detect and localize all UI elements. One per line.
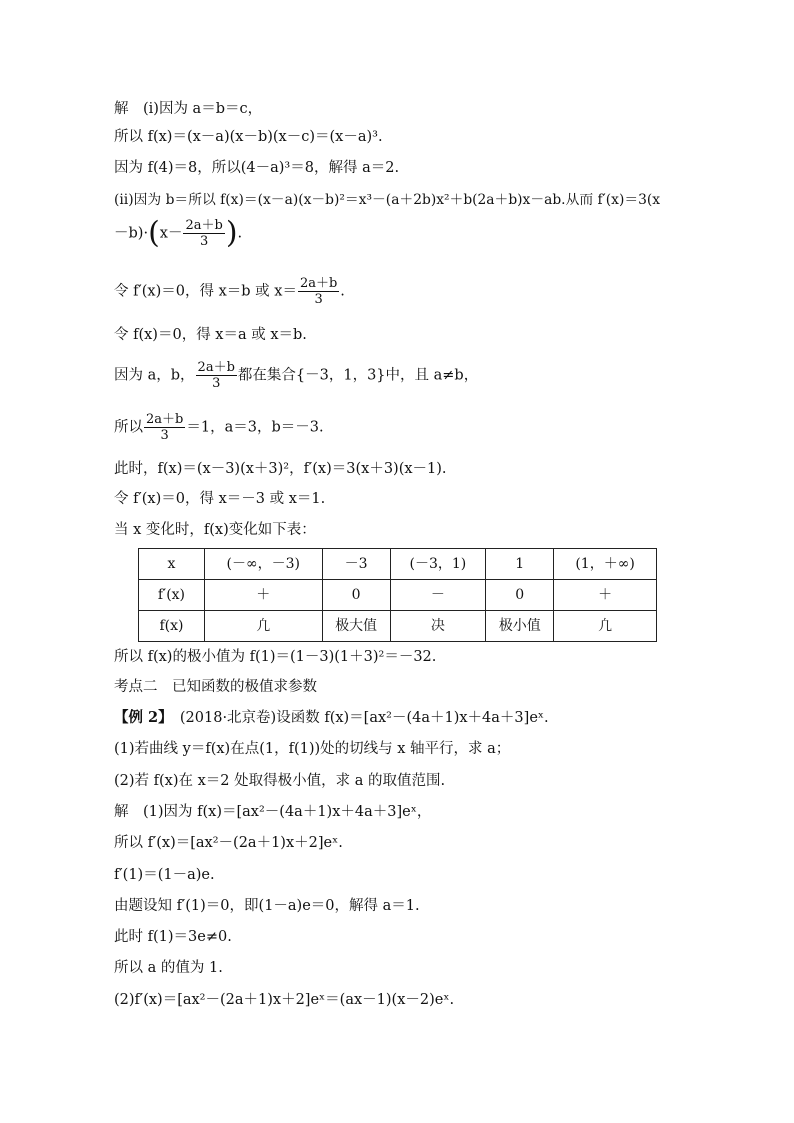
table-cell: 决 xyxy=(390,611,486,642)
fraction-denominator: 3 xyxy=(314,292,323,307)
table-cell: (－3，1) xyxy=(390,549,486,580)
solution-line-7 xyxy=(114,326,307,344)
period: . xyxy=(340,283,345,300)
text: －b)· xyxy=(114,225,149,242)
answer-line-7 xyxy=(114,991,454,1009)
fraction-numerator: 2a＋b xyxy=(197,360,235,375)
text: f′(1)＝(1－a)e. xyxy=(114,867,215,883)
solution-line-9 xyxy=(114,412,324,443)
solution-line-6 xyxy=(114,276,345,307)
fraction-numerator: 2a＋b xyxy=(185,218,223,233)
answer-line-3 xyxy=(114,866,215,884)
fraction xyxy=(183,218,224,249)
solution-line-4 xyxy=(114,191,660,209)
answer-line-4 xyxy=(114,897,420,915)
text: 所以 f′(x)＝[ax²－(2a＋1)x＋2]eˣ. xyxy=(114,835,343,851)
text: 令 f′(x)＝0，得 x＝b 或 x＝ xyxy=(114,283,297,300)
table-cell: (1，＋∞) xyxy=(554,549,657,580)
answer-line-6 xyxy=(114,959,223,977)
example-heading xyxy=(114,709,549,727)
table-cell: － xyxy=(390,580,486,611)
answer-line-1 xyxy=(114,803,431,821)
text: 由题设知 f′(1)＝0，即(1－a)e＝0，解得 a＝1. xyxy=(114,898,420,914)
text: 所以 a 的值为 1. xyxy=(114,960,223,976)
text: 因为 f(4)＝8，所以(4－a)³＝8，解得 a＝2. xyxy=(114,160,400,176)
text: 此时，f(x)＝(x－3)(x＋3)²，f′(x)＝3(x＋3)(x－1). xyxy=(114,461,447,477)
fraction-numerator: 2a＋b xyxy=(299,276,338,291)
sign-table xyxy=(138,548,657,642)
table-row xyxy=(139,549,657,580)
period: . xyxy=(237,225,243,242)
left-paren: ( xyxy=(148,215,160,251)
table-row xyxy=(139,611,657,642)
text: ＝1，a＝3，b＝－3. xyxy=(186,419,324,436)
table-cell: ＋ xyxy=(554,580,657,611)
text: (ⅱ)因为 b＝所以 f(x)＝(x－a)(x－b)²＝x³－(a＋2b)x²＋b(2a＋b)x－ab.从而 f′(x)＝3(x xyxy=(114,192,661,208)
fraction xyxy=(144,412,185,443)
solution-line-13 xyxy=(114,648,436,666)
solution-line-3 xyxy=(114,159,399,177)
text: 因为 a，b， xyxy=(114,367,195,384)
fraction-denominator: 3 xyxy=(160,428,169,443)
table-cell: f(x) xyxy=(139,611,205,642)
text: 令 f(x)＝0，得 x＝a 或 x＝b. xyxy=(114,327,307,343)
solution-line-5 xyxy=(114,215,243,251)
table-cell: 凢 xyxy=(554,611,657,642)
fraction-denominator: 3 xyxy=(200,234,209,249)
table-cell: 0 xyxy=(486,580,554,611)
text: (2)若 f(x)在 x＝2 处取得极小值，求 a 的取值范围. xyxy=(114,773,446,789)
solution-line-11 xyxy=(114,490,325,508)
text: 考点二 已知函数的极值求参数 xyxy=(114,679,317,695)
fraction xyxy=(298,276,339,307)
text: 所以 xyxy=(114,419,143,436)
table-cell: －3 xyxy=(322,549,390,580)
solution-line-1 xyxy=(114,100,262,118)
right-paren: ) xyxy=(225,215,238,251)
text: x－ xyxy=(159,225,183,242)
solution-line-12 xyxy=(114,521,316,539)
table-row xyxy=(139,580,657,611)
answer-line-2 xyxy=(114,834,343,852)
text: 解 (1)因为 f(x)＝[ax²－(4a＋1)x＋4a＋3]eˣ， xyxy=(114,804,432,820)
section-heading xyxy=(114,678,317,696)
text: 当 x 变化时，f(x)变化如下表： xyxy=(114,522,316,538)
table-cell: f′(x) xyxy=(139,580,205,611)
example-label: 【例 2】 xyxy=(114,709,166,726)
text: 解 (ⅰ)因为 a＝b＝c， xyxy=(114,101,263,117)
table-cell: 极大值 xyxy=(322,611,390,642)
fraction-denominator: 3 xyxy=(212,376,221,391)
solution-line-8 xyxy=(114,360,478,391)
answer-line-5 xyxy=(114,928,232,946)
question-1 xyxy=(114,740,510,758)
table-cell: x xyxy=(139,549,205,580)
table-cell: 0 xyxy=(322,580,390,611)
table-cell: ＋ xyxy=(204,580,322,611)
solution-line-10 xyxy=(114,460,447,478)
text: 令 f′(x)＝0，得 x＝－3 或 x＝1. xyxy=(114,491,326,507)
text: 所以 f(x)的极小值为 f(1)＝(1－3)(1＋3)²＝－32. xyxy=(114,649,437,665)
text: (2)f′(x)＝[ax²－(2a＋1)x＋2]eˣ＝(ax－1)(x－2)eˣ. xyxy=(114,992,455,1008)
fraction-numerator: 2a＋b xyxy=(146,412,184,427)
table-cell: 凢 xyxy=(204,611,322,642)
table-cell: 1 xyxy=(486,549,554,580)
table-cell: (－∞，－3) xyxy=(204,549,322,580)
fraction xyxy=(196,360,237,391)
text: 所以 f(x)＝(x－a)(x－b)(x－c)＝(x－a)³. xyxy=(114,129,383,145)
text: 都在集合{－3，1，3}中，且 a≠b， xyxy=(237,367,479,384)
question-2 xyxy=(114,772,445,790)
solution-line-2 xyxy=(114,128,383,146)
table-cell: 极小值 xyxy=(486,611,554,642)
text: (1)若曲线 y＝f(x)在点(1，f(1))处的切线与 x 轴平行，求 a； xyxy=(114,741,511,757)
text: (2018·北京卷)设函数 f(x)＝[ax²－(4a＋1)x＋4a＋3]eˣ. xyxy=(165,710,549,726)
text: 此时 f(1)＝3e≠0. xyxy=(114,929,232,945)
